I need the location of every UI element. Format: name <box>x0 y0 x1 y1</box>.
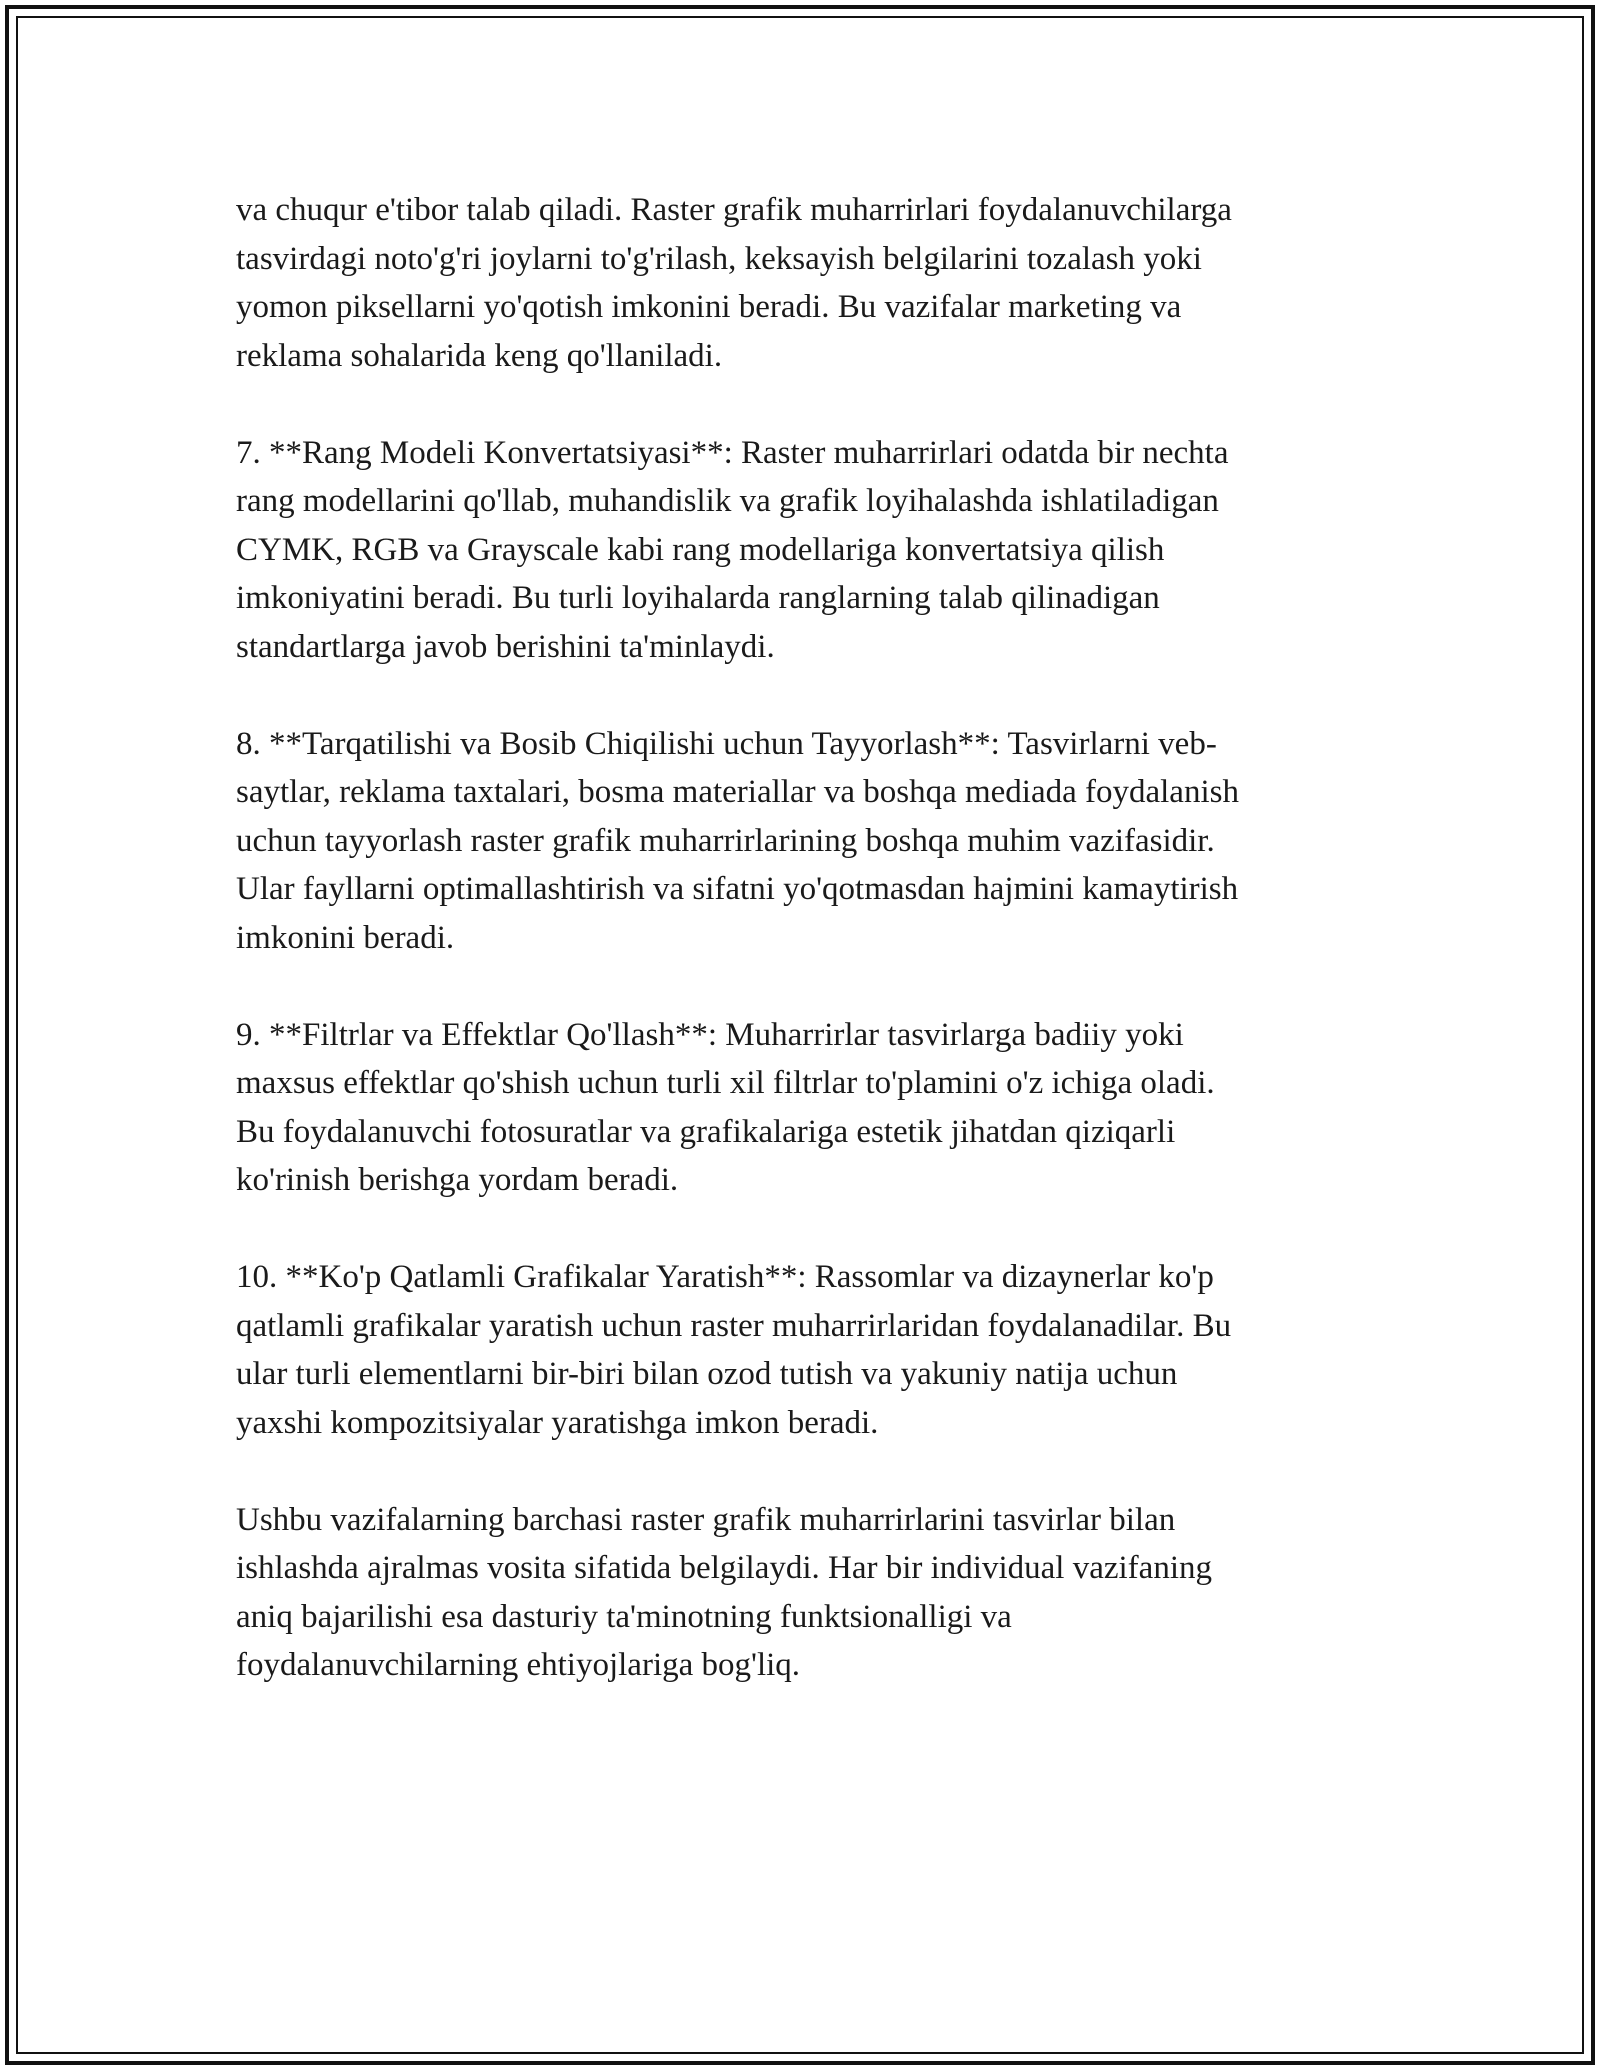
text-line: 8. **Tarqatilishi va Bosib Chiqilishi uchun Tayyorlash**: Tasvirlarni veb- <box>236 725 1217 762</box>
paragraph-item-9 <box>236 1011 1356 1205</box>
text-line: ko'rinish berishga yordam beradi. <box>236 1162 679 1198</box>
text-line: Ular fayllarni optimallashtirish va sifatni yo'qotmasdan hajmini kamaytirish <box>236 871 1239 907</box>
paragraph-conclusion <box>236 1496 1356 1690</box>
text-line: imkonini beradi. <box>236 919 455 956</box>
text-line: yomon piksellarni yo'qotish imkonini beradi. Bu vazifalar marketing va <box>236 289 1182 325</box>
text-line: ular turli elementlarni bir-biri bilan ozod tutish va yakuniy natija uchun <box>236 1356 1178 1392</box>
text-line: maxsus effektlar qo'shish uchun turli xil filtrlar to'plamini o'z ichiga oladi. <box>236 1065 1215 1101</box>
paragraph-item-7 <box>236 429 1356 672</box>
text-line: 10. **Ko'p Qatlamli Grafikalar Yaratish**: Rassomlar va dizaynerlar ko'p <box>236 1259 1214 1295</box>
paragraph-intro-continuation <box>236 186 1356 380</box>
text-line: 9. **Filtrlar va Effektlar Qo'llash**: Muharrirlar tasvirlarga badiiy yoki <box>236 1016 1184 1053</box>
text-line: CYMK, RGB va Grayscale kabi rang modellariga konvertatsiya qilish <box>236 531 1165 568</box>
text-line: 7. **Rang Modeli Konvertatsiyasi**: Raster muharrirlari odatda bir nechta <box>236 434 1229 471</box>
text-line: foydalanuvchilarning ehtiyojlariga bog'liq. <box>236 1647 801 1683</box>
text-line: tasvirdagi noto'g'ri joylarni to'g'rilash, keksayish belgilarini tozalash yoki <box>236 240 1202 277</box>
paragraph-item-10 <box>236 1253 1356 1447</box>
text-line: va chuqur e'tibor talab qiladi. Raster grafik muharrirlari foydalanuvchilarga <box>236 192 1232 228</box>
text-line: ishlashda ajralmas vosita sifatida belgilaydi. Har bir individual vazifaning <box>236 1550 1212 1586</box>
text-line: saytlar, reklama taxtalari, bosma materiallar va boshqa mediada foydalanish <box>236 774 1239 810</box>
text-line: aniq bajarilishi esa dasturiy ta'minotning funktsionalligi va <box>236 1598 1012 1635</box>
text-line: rang modellarini qo'llab, muhandislik va grafik loyihalashda ishlatiladigan <box>236 483 1219 519</box>
text-line: yaxshi kompozitsiyalar yaratishga imkon beradi. <box>236 1404 879 1441</box>
text-line: Bu foydalanuvchi fotosuratlar va grafikalariga estetik jihatdan qiziqarli <box>236 1113 1176 1150</box>
text-line: Ushbu vazifalarning barchasi raster grafik muharrirlarini tasvirlar bilan <box>236 1501 1176 1538</box>
text-line: qatlamli grafikalar yaratish uchun raster muharrirlaridan foydalanadilar. Bu <box>236 1307 1232 1344</box>
paragraph-item-8 <box>236 720 1356 963</box>
text-line: standartlarga javob berishini ta'minlaydi. <box>236 628 775 665</box>
text-line: reklama sohalarida keng qo'llaniladi. <box>236 337 723 374</box>
text-line: uchun tayyorlash raster grafik muharrirlarining boshqa muhim vazifasidir. <box>236 822 1215 859</box>
document-body <box>236 186 1356 1738</box>
text-line: imkoniyatini beradi. Bu turli loyihalarda ranglarning talab qilinadigan <box>236 580 1160 616</box>
